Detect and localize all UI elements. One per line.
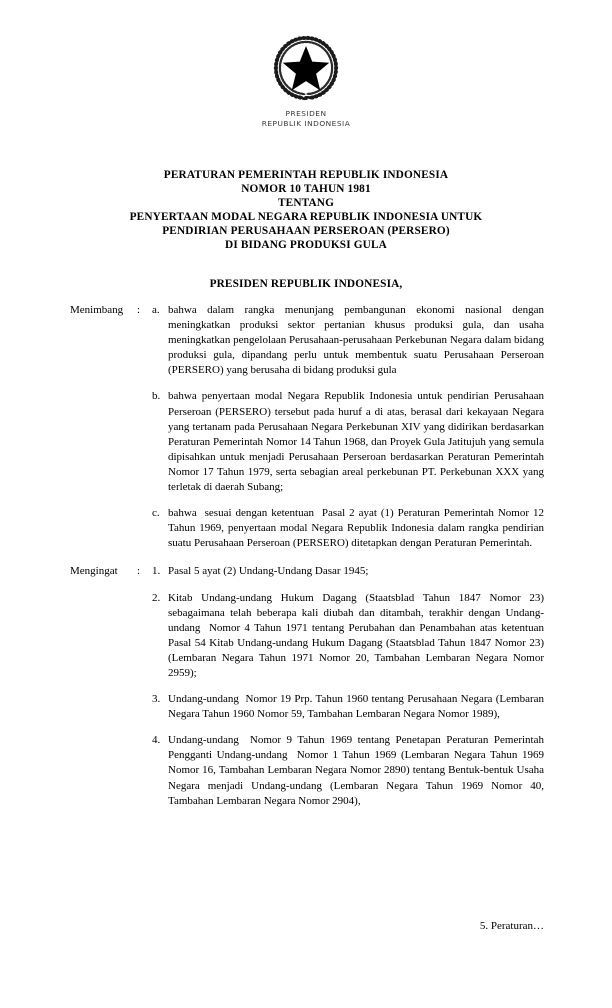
page-catchword: 5. Peraturan… [479, 920, 544, 932]
clause-item [152, 564, 544, 579]
item-text: Kitab Undang-undang Hukum Dagang (Staatsblad Tahun 1847 Nomor 23) sebagaimana telah beberapa kali diubah dan ditambah, terakhir dengan Undang-undang Nomor 4 Tahun 1971 tentang Perubahan dan Penambahan atas ketentuan Pasal 54 Kitab Undang-undang Hukum Dagang (Staatsblad Tahun 1847 Nomor 23) (Lembaran Negara Tahun 1971 Nomor 20, Tambahan Lembaran Negara Nomor 2959); [168, 591, 547, 679]
title-line: DI BIDANG PRODUKSI GULA [225, 238, 387, 251]
item-marker: 2. [152, 591, 161, 604]
item-marker: 4. [152, 734, 161, 747]
title-line: NOMOR 10 TAHUN 1981 [241, 182, 371, 195]
clause-item [152, 303, 547, 378]
section-label: Menimbang [70, 304, 124, 316]
item-text: bahwa penyertaan modal Negara Republik Indonesia untuk pendirian Perusahaan Perseroan (PERSERO) tersebut pada huruf a di atas, berasal dari kekayaan Negara yang tertanam pada Perusahaan Negara Perkebunan XIV yang didirikan berdasarkan Peraturan Pemerintah Nomor 14 Tahun 1968, dan Proyek Gula Jatitujuh yang semula dipisahkan untuk menjadi Perusahaan Perseroan berdasarkan Peraturan Pemerintah Nomor 17 Tahun 1979, serta sebagian areal perkebunan PT. Perkebunan XXX yang terletak di daerah Subang; [168, 390, 550, 494]
section-items [152, 303, 550, 551]
emblem-caption-line2: REPUBLIK INDONESIA [261, 118, 351, 128]
title-line: PENDIRIAN PERUSAHAAN PERSEROAN (PERSERO) [162, 224, 450, 237]
opening-heading: PRESIDEN REPUBLIK INDONESIA, [209, 278, 403, 290]
item-marker: a. [152, 304, 160, 316]
item-marker: c. [152, 507, 160, 520]
section-colon: : [137, 304, 141, 316]
document-title [0, 169, 612, 252]
item-marker: b. [152, 390, 161, 403]
section-colon: : [137, 565, 141, 578]
indonesia-presidential-seal-icon [268, 30, 344, 106]
item-text: Pasal 5 ayat (2) Undang-Undang Dasar 1945; [168, 565, 369, 578]
title-line: PERATURAN PEMERINTAH REPUBLIK INDONESIA [163, 169, 449, 181]
item-text: bahwa sesuai dengan ketentuan Pasal 2 ayat (1) Peraturan Pemerintah Nomor 12 Tahun 1969, penyertaan modal Negara Republik Indonesia dalam rangka pendirian suatu Perusahaan Perseroan (PERSERO) ditetapkan dengan Peraturan Pemerintah. [168, 507, 547, 550]
section-mengingat [70, 564, 547, 808]
clause-item [152, 591, 547, 682]
clause-item [152, 733, 547, 808]
emblem-caption-line1: PRESIDEN [285, 109, 327, 118]
item-text: Undang-undang Nomor 9 Tahun 1969 tentang Penetapan Peraturan Pemerintah Pengganti Undang-undang Nomor 1 Tahun 1969 (Lembaran Negara Tahun 1969 Nomor 16, Tambahan Lembaran Negara Nomor 2890) tentang Bentuk-bentuk Usaha Negara menjadi Undang-undang (Lembaran Negara Tahun 1969 Nomor 40, Tambahan Lembaran Negara Nomor 2904), [168, 734, 547, 807]
clause-item [152, 692, 547, 722]
title-line: PENYERTAAN MODAL NEGARA REPUBLIK INDONESIA UNTUK [129, 210, 483, 223]
presidential-emblem-block [0, 30, 612, 128]
clause-item [152, 506, 547, 551]
item-text: bahwa dalam rangka menunjang pembangunan ekonomi nasional dengan meningkatkan produksi sektor pertanian khusus produksi gula, dan usaha meningkatkan pengelolaan Perusahaan-perusahaan Perkebunan Negara dalam bidang produksi gula, dipandang perlu untuk membentuk suatu Perusahaan Perseroan (PERSERO) yang berusaha di bidang produksi gula [168, 304, 547, 377]
section-items [152, 564, 547, 808]
item-text: Undang-undang Nomor 19 Prp. Tahun 1960 tentang Perusahaan Negara (Lembaran Negara Tahun 1960 Nomor 59, Tambahan Lembaran Negara Nomor 1989), [168, 693, 547, 721]
title-line: TENTANG [277, 196, 335, 209]
emblem-caption [0, 109, 612, 128]
item-marker: 1. [152, 565, 161, 578]
section-label: Mengingat [70, 565, 118, 578]
section-menimbang [70, 303, 550, 551]
clause-sections [70, 303, 550, 818]
clause-item [152, 389, 550, 495]
item-marker: 3. [152, 693, 161, 706]
